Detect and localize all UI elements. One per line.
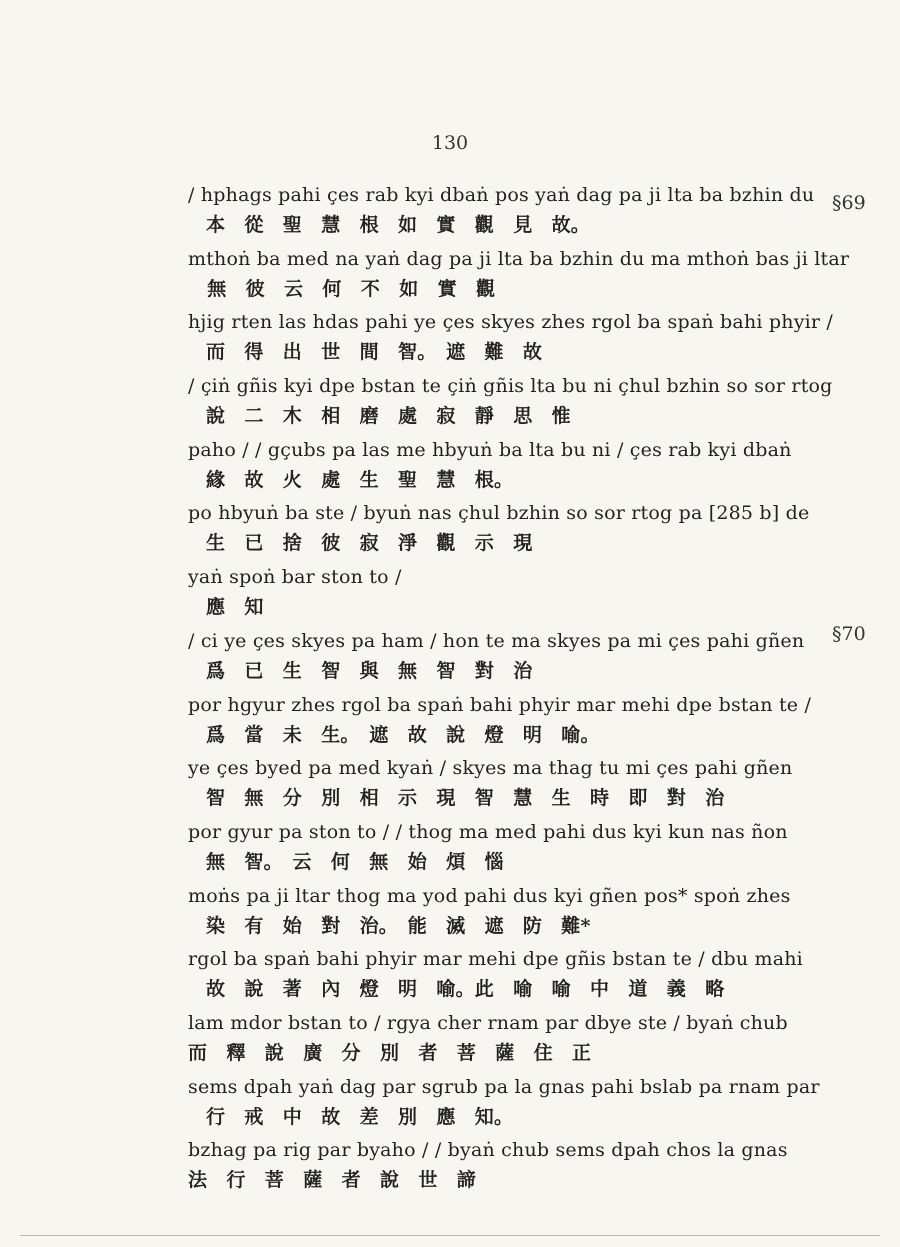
line-pair-2	[188, 244, 850, 308]
tibetan-line: por hgyur zhes rgol ba spaṅ bahi phyir mar mehi dpe bstan te /	[188, 693, 812, 716]
tibetan-line: moṅs pa ji ltar thog ma yod pahi dus kyi gñen pos* spoṅ zhes	[188, 884, 791, 907]
chinese-line: 而 得 出 世 間 智。 遮 難 故	[206, 341, 543, 364]
line-pair-7	[188, 562, 828, 626]
tibetan-line: / hphags pahi çes rab kyi dbaṅ pos yaṅ dag pa ji lta ba bzhin du	[188, 184, 815, 206]
tibetan-line: po hbyuṅ ba ste / byuṅ nas çhul bzhin so sor rtog pa [285 b] de	[188, 502, 810, 525]
tibetan-line: sems dpah yaṅ dag par sgrub pa la gnas pahi bslab pa rnam par	[188, 1075, 820, 1098]
tibetan-line: mthoṅ ba med na yaṅ dag pa ji lta ba bzhin du ma mthoṅ bas ji ltar	[188, 247, 850, 270]
section-marker-69: §69	[832, 192, 866, 214]
line-pair-4	[188, 371, 833, 435]
chinese-line: 無 彼 云 何 不 如 實 觀	[188, 277, 496, 300]
tibetan-line: / çiṅ gñis kyi dpe bstan te çiṅ gñis lta bu ni çhul bzhin so sor rtog	[188, 375, 833, 398]
tibetan-line: lam mdor bstan to / rgya cher rnam par dbye ste / byaṅ chub	[188, 1011, 788, 1034]
chinese-line: 智 無 分 別 相 示 現 智 慧 生 時 即 對 治	[206, 787, 725, 810]
line-pair-13	[188, 944, 828, 1008]
chinese-line: 本 從 聖 慧 根 如 實 觀 見 故。	[206, 214, 591, 236]
chinese-line: 行 戒 中 故 差 別 應 知。	[206, 1105, 514, 1128]
line-pair-6	[188, 498, 828, 562]
line-pair-1	[188, 180, 828, 244]
chinese-line: 爲 已 生 智 與 無 智 對 治	[206, 659, 533, 682]
chinese-line: 說 二 木 相 磨 處 寂 靜 思 惟	[206, 405, 571, 428]
tibetan-line: bzhag pa rig par byaho / / byaṅ chub sems dpah chos la gnas	[188, 1139, 788, 1162]
section-marker-70: §70	[832, 623, 866, 645]
page-number: 130	[431, 132, 469, 154]
tibetan-line: yaṅ spoṅ bar ston to /	[188, 566, 402, 589]
tibetan-line: hjig rten las hdas pahi ye çes skyes zhes rgol ba spaṅ bahi phyir /	[188, 311, 834, 334]
line-pair-3	[188, 307, 834, 371]
chinese-line: 法 行 菩 薩 者 說 世 諦	[188, 1169, 477, 1192]
tibetan-line: por gyur pa ston to / / thog ma med pahi dus kyi kun nas ñon	[188, 820, 788, 843]
line-pair-8	[188, 626, 828, 690]
line-pair-16	[188, 1135, 828, 1199]
tibetan-line: / ci ye çes skyes pa ham / hon te ma skyes pa mi çes pahi gñen	[188, 629, 805, 652]
chinese-line: 而 釋 說 廣 分 別 者 菩 薩 住 正	[188, 1041, 592, 1064]
line-pair-12	[188, 881, 828, 945]
line-pair-14	[188, 1008, 828, 1072]
tibetan-line: paho / / gçubs pa las me hbyuṅ ba lta bu ni / çes rab kyi dbaṅ	[188, 438, 792, 461]
chinese-line: 無 智。 云 何 無 始 煩 惱	[206, 850, 504, 873]
chinese-line: 緣 故 火 處 生 聖 慧 根。	[206, 468, 514, 491]
line-pair-9	[188, 690, 828, 754]
chinese-line: 應 知	[206, 596, 264, 619]
line-pair-5	[188, 435, 828, 499]
tibetan-line: rgol ba spaṅ bahi phyir mar mehi dpe gñis bstan te / dbu mahi	[188, 948, 803, 971]
bottom-rule	[20, 1235, 880, 1236]
chinese-line: 故 說 著 內 燈 明 喻。此 喻 喻 中 道 義 略	[206, 978, 725, 1001]
line-pair-10	[188, 753, 828, 817]
chinese-line: 染 有 始 對 治。 能 滅 遮 防 難*	[206, 914, 591, 937]
line-pair-11	[188, 817, 828, 881]
tibetan-line: ye çes byed pa med kyaṅ / skyes ma thag tu mi çes pahi gñen	[188, 757, 793, 780]
chinese-line: 生 已 捨 彼 寂 淨 觀 示 現	[206, 532, 533, 555]
line-pair-15	[188, 1072, 828, 1136]
chinese-line: 爲 當 未 生。 遮 故 說 燈 明 喻。	[206, 723, 600, 746]
